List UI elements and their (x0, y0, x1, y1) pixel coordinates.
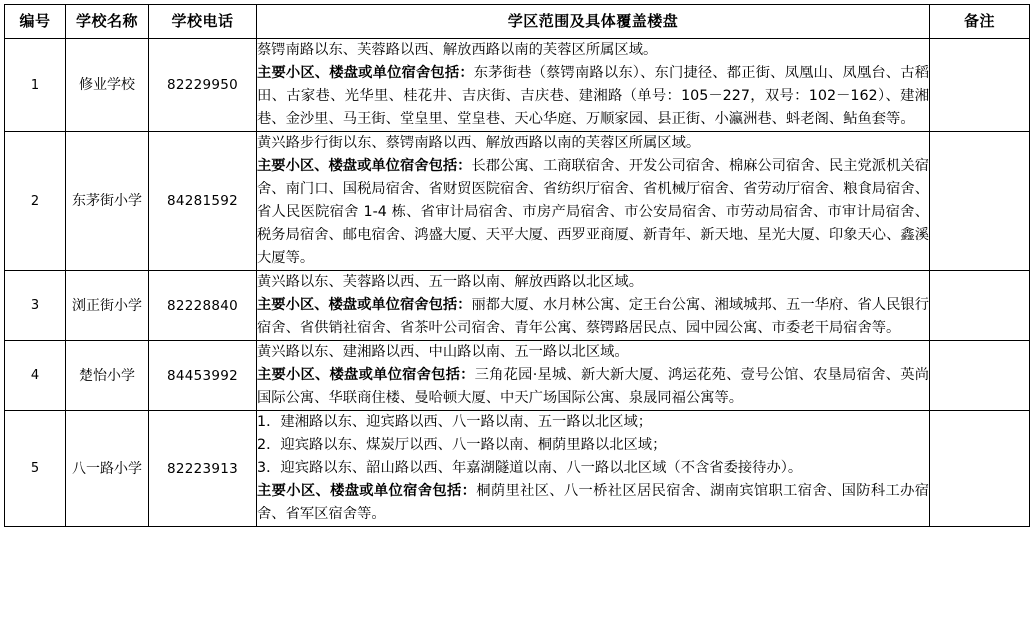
scope-intro: 蔡锷南路以东、芙蓉路以西、解放西路以南的芙蓉区所属区域。 (257, 42, 658, 58)
scope-label: 主要小区、楼盘或单位宿舍包括： (257, 483, 477, 499)
scope-numbered-item-1: 1．建湘路以东、迎宾路以西、八一路以南、五一路以北区域； (257, 414, 653, 430)
school-phone: 84281592 (149, 132, 257, 271)
table-row (5, 341, 1030, 411)
remark (930, 39, 1030, 132)
scope-community-list: 三角花园·星城、新大新大厦、鸿运花苑、壹号公馆、农垦局宿舍、英尚国际公寓、华联商住楼、曼哈顿大厦、中天广场国际公寓、泉晟同福公寓等。 (257, 367, 930, 406)
scope-communities (257, 294, 929, 340)
school-phone: 82229950 (149, 39, 257, 132)
remark (930, 271, 1030, 341)
scope-communities (257, 364, 929, 410)
scope-intro: 黄兴路以东、芙蓉路以西、五一路以南、解放西路以北区域。 (257, 274, 644, 290)
row-number: 2 (5, 132, 66, 271)
district-scope (257, 271, 930, 341)
row-number: 5 (5, 411, 66, 527)
table-row (5, 411, 1030, 527)
table-header (5, 5, 1030, 39)
school-name: 楚怡小学 (66, 341, 149, 411)
row-number: 4 (5, 341, 66, 411)
scope-label: 主要小区、楼盘或单位宿舍包括： (257, 297, 472, 313)
scope-label: 主要小区、楼盘或单位宿舍包括： (257, 158, 472, 174)
table-row (5, 132, 1030, 271)
row-number: 1 (5, 39, 66, 132)
school-name: 修业学校 (66, 39, 149, 132)
school-district-table (4, 4, 1030, 527)
remark (930, 132, 1030, 271)
scope-label: 主要小区、楼盘或单位宿舍包括： (257, 65, 474, 81)
column-header-remark: 备注 (930, 5, 1030, 39)
column-header-name: 学校名称 (66, 5, 149, 39)
school-phone: 84453992 (149, 341, 257, 411)
school-name: 东茅街小学 (66, 132, 149, 271)
scope-community-list: 长郡公寓、工商联宿舍、开发公司宿舍、棉麻公司宿舍、民主党派机关宿舍、南门口、国税局宿舍、省财贸医院宿舍、省纺织厅宿舍、省机械厅宿舍、省劳动厅宿舍、粮食局宿舍、省人民医院宿舍 1-4 栋、省审计局宿舍、市房产局宿舍、市公安局宿舍、市劳动局宿舍、市审计局宿舍、税务局宿舍、邮电宿舍、鸿盛大厦、天平大厦、西罗亚商厦、新青年、新天地、星光大厦、印象天心、鑫溪大厦等。 (257, 158, 929, 266)
scope-intro: 黄兴路步行街以东、蔡锷南路以西、解放西路以南的芙蓉区所属区域。 (257, 135, 701, 151)
district-scope (257, 132, 930, 271)
scope-label: 主要小区、楼盘或单位宿舍包括： (257, 367, 475, 383)
scope-intro: 黄兴路以东、建湘路以西、中山路以南、五一路以北区域。 (257, 344, 629, 360)
scope-community-list: 桐荫里社区、八一桥社区居民宿舍、湖南宾馆职工宿舍、国防科工办宿舍、省军区宿舍等。 (257, 483, 929, 522)
remark (930, 411, 1030, 527)
table-body (5, 39, 1030, 527)
school-name: 浏正街小学 (66, 271, 149, 341)
table-row (5, 39, 1030, 132)
scope-communities (257, 480, 929, 526)
school-phone: 82223913 (149, 411, 257, 527)
scope-communities (257, 62, 929, 131)
scope-community-list: 丽都大厦、水月林公寓、定王台公寓、湘域城邦、五一华府、省人民银行宿舍、省供销社宿舍、省茶叶公司宿舍、青年公寓、蔡锷路居民点、园中园公寓、市委老干局宿舍等。 (257, 297, 929, 336)
district-scope (257, 411, 930, 527)
column-header-scope: 学区范围及具体覆盖楼盘 (257, 5, 930, 39)
district-scope (257, 39, 930, 132)
district-scope (257, 341, 930, 411)
scope-numbered-item-3: 3．迎宾路以东、韶山路以西、年嘉湖隧道以南、八一路以北区域（不含省委接待办）。 (257, 460, 803, 476)
table-header-row (5, 5, 1030, 39)
scope-community-list: 东茅街巷（蔡锷南路以东）、东门捷径、都正街、凤凰山、凤凰台、古稻田、古家巷、光华里、桂花井、吉庆街、吉庆巷、建湘路（单号：105－227，双号：102－162）、建湘巷、金沙里、马王街、堂皇里、堂皇巷、天心华庭、万顺家园、县正街、小瀛洲巷、蚪老阁、鲇鱼套等。 (257, 65, 929, 127)
remark (930, 341, 1030, 411)
table-row (5, 271, 1030, 341)
school-phone: 82228840 (149, 271, 257, 341)
column-header-phone: 学校电话 (149, 5, 257, 39)
scope-communities (257, 155, 929, 270)
scope-numbered-item-2: 2．迎宾路以东、煤炭厅以西、八一路以南、桐荫里路以北区域； (257, 437, 667, 453)
column-header-no: 编号 (5, 5, 66, 39)
row-number: 3 (5, 271, 66, 341)
school-name: 八一路小学 (66, 411, 149, 527)
